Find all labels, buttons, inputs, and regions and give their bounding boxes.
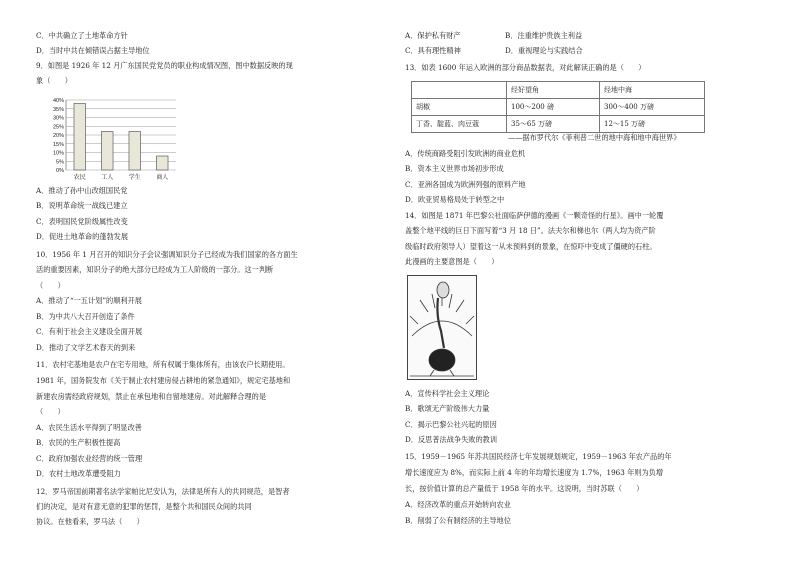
q10-option-c: C．有利于社会主义建设全面开展 — [36, 327, 143, 336]
q13-source: ——据布罗代尔《菲利普二世的地中海和地中海世界》 — [508, 133, 681, 142]
q14-option-c: C．揭示巴黎公社兴起的原因 — [405, 420, 497, 429]
x-tick-label: 学生 — [128, 174, 141, 181]
q9-stem: 9．如图是 1926 年 12 月广东国民党党员的职业构成情况图，图中数据反映的现 — [36, 61, 293, 70]
q9-option-a: A．推动了孙中山改组国民党 — [36, 186, 128, 195]
q12-stem: 12．罗马帝国前期著名法学家帕比尼安认为，法律是所有人的共同规范，是智者 — [36, 487, 290, 496]
q11-option-d: D．农村土地改革遭受阻力 — [36, 469, 121, 478]
table-header-cell: 经地中海 — [600, 82, 705, 99]
bar — [129, 132, 141, 171]
y-tick-label: 30% — [52, 115, 64, 122]
table-cell: 35～65 万磅 — [507, 116, 600, 133]
table-row — [412, 116, 705, 133]
table-cell: 丁香、靛蓝、肉豆蔻 — [412, 116, 507, 133]
occupation-bar-chart — [44, 96, 184, 186]
q11-option-c: C．政府加强农业经营的统一管理 — [36, 454, 143, 463]
y-tick-label: 15% — [52, 141, 64, 148]
q10-stem: （ ） — [36, 281, 65, 290]
q13-option-d: D．欧亚贸易格局处于转型之中 — [405, 195, 505, 204]
q9-option-d: D．促进土地革命的蓬勃发展 — [36, 232, 129, 241]
q15-option-a: A．经济改革的重点开始转向农业 — [405, 500, 511, 509]
q14-option-d: D．反思普法战争失败的教训 — [405, 435, 498, 444]
table-header-cell — [412, 82, 507, 99]
q15-stem: 15．1959－1965 年苏共国民经济七年发展规划规定，1959－1963 年农产品的年 — [405, 452, 672, 461]
q9-option-c: C．表明国民党阶级属性改变 — [36, 217, 128, 226]
q15-stem: 长，按价值计算的总产量低于 1958 年的水平。这说明，当时苏联（ ） — [405, 484, 644, 493]
x-tick-label: 商人 — [156, 174, 169, 181]
table-cell: 100～200 磅 — [507, 99, 600, 116]
q13-option-b: B．资本主义世界市场初步形成 — [405, 164, 504, 173]
q8-option-d: D．当时中共在倾错误占据主导地位 — [36, 46, 150, 55]
q10-option-a: A．推动了“一五计划”的顺利开展 — [36, 296, 142, 305]
table-header-row — [412, 82, 705, 99]
y-tick-label: 20% — [52, 133, 64, 139]
table-cell: 300～400 万磅 — [600, 99, 705, 116]
q9-stem: 象（ ） — [36, 76, 72, 85]
q11-stem: 新建农房需经政府规划，禁止在承包地和自留地建房。对此解释合理的是 — [36, 392, 267, 401]
bar — [156, 156, 168, 170]
q14-option-a: A．宣传科学社会主义理论 — [405, 389, 490, 398]
q14-stem: 此漫画的主要意图是（ ） — [405, 257, 499, 266]
y-tick-label: 0% — [56, 168, 64, 174]
table-cell: 12～15 万磅 — [600, 116, 705, 133]
q9-option-b: B．说明革命统一战线已建立 — [36, 201, 128, 210]
q8-option-c: C．中共确立了土地革命方针 — [36, 31, 128, 40]
q12-option-a: A．保护私有财产 — [405, 31, 461, 40]
x-tick-label: 农民 — [73, 174, 86, 181]
q10-stem: 10．1956 年 1 月召开的知识分子会议强调知识分子已经成为我们国家的各方面生 — [36, 250, 298, 259]
q14-stem: 盖整个地平线的巨日下面写着“3 月 18 日”。法夫尔和梯也尔（两人均为资产阶 — [405, 226, 656, 235]
y-tick-label: 25% — [52, 124, 64, 131]
q12-option-d: D．重视理论与实践结合 — [505, 46, 583, 55]
table-header-cell: 经好望角 — [507, 82, 600, 99]
q11-stem: （ ） — [36, 407, 65, 416]
bar — [101, 132, 113, 171]
q13-option-a: A．传统商路受阻引发欧洲的商业危机 — [405, 149, 526, 158]
bar — [74, 104, 86, 171]
q13-option-c: C．亚洲各国成为欧洲列强的原料产地 — [405, 180, 526, 189]
q15-stem: 增长速度应为 8%，而实际上前 4 年的年均增长速度为 1.7%，1963 年则为负增 — [405, 468, 664, 477]
q13-stem: 13．如表 1600 年运入欧洲的部分商品数据表，对此解读正确的是（ ） — [405, 63, 646, 72]
table-row — [412, 99, 705, 116]
y-tick-label: 35% — [52, 106, 64, 113]
q11-option-b: B．农民的生产积极性提高 — [36, 438, 121, 447]
q11-stem: 11．农村宅基地是农户在宅专用地，所有权属于集体所有，由该农户长期使用。 — [36, 360, 290, 369]
q11-option-a: A．农民生活水平得到了明显改善 — [36, 423, 142, 432]
q12-stem: 们的决定，是对有意无意的犯罪的惩罚，是整个共和国民众间的共同 — [36, 502, 252, 511]
q14-stem: 级临时政府领导人）望着这一从未预料到的景象，在惊吓中变成了僵硬的石柱。 — [405, 242, 657, 251]
q12-option-b: B．注重维护贵族主利益 — [505, 31, 583, 40]
q12-option-c: C．具有理性精神 — [405, 46, 461, 55]
y-tick-label: 5% — [56, 159, 64, 166]
commune-cartoon-image — [407, 275, 477, 380]
y-tick-label: 10% — [52, 150, 64, 157]
q13-trade-table — [411, 81, 705, 133]
q15-option-b: B．削弱了公有制经济的主导地位 — [405, 516, 511, 525]
q10-option-b: B．为中共八大召开创造了条件 — [36, 312, 135, 321]
q10-option-d: D．推动了文学艺术春天的到来 — [36, 343, 136, 352]
q10-stem: 活的重要因素，知识分子的绝大部分已经成为工人阶级的一部分。这一判断 — [36, 265, 274, 274]
x-tick-label: 工人 — [101, 174, 114, 181]
y-tick-label: 40% — [52, 98, 64, 104]
q14-option-b: B．歌颂无产阶级伟大力量 — [405, 404, 490, 413]
table-cell: 胡椒 — [412, 99, 507, 116]
q11-stem: 1981 年，国务院发布《关于制止农村建房侵占耕地的紧急通知》，规定宅基地和 — [36, 376, 291, 385]
q12-stem: 协议。在他看来，罗马法（ ） — [36, 517, 144, 526]
q14-stem: 14．如图是 1871 年巴黎公社面临萨伊德的漫画《一颗奇怪的行星》。画中一轮覆 — [405, 211, 664, 220]
